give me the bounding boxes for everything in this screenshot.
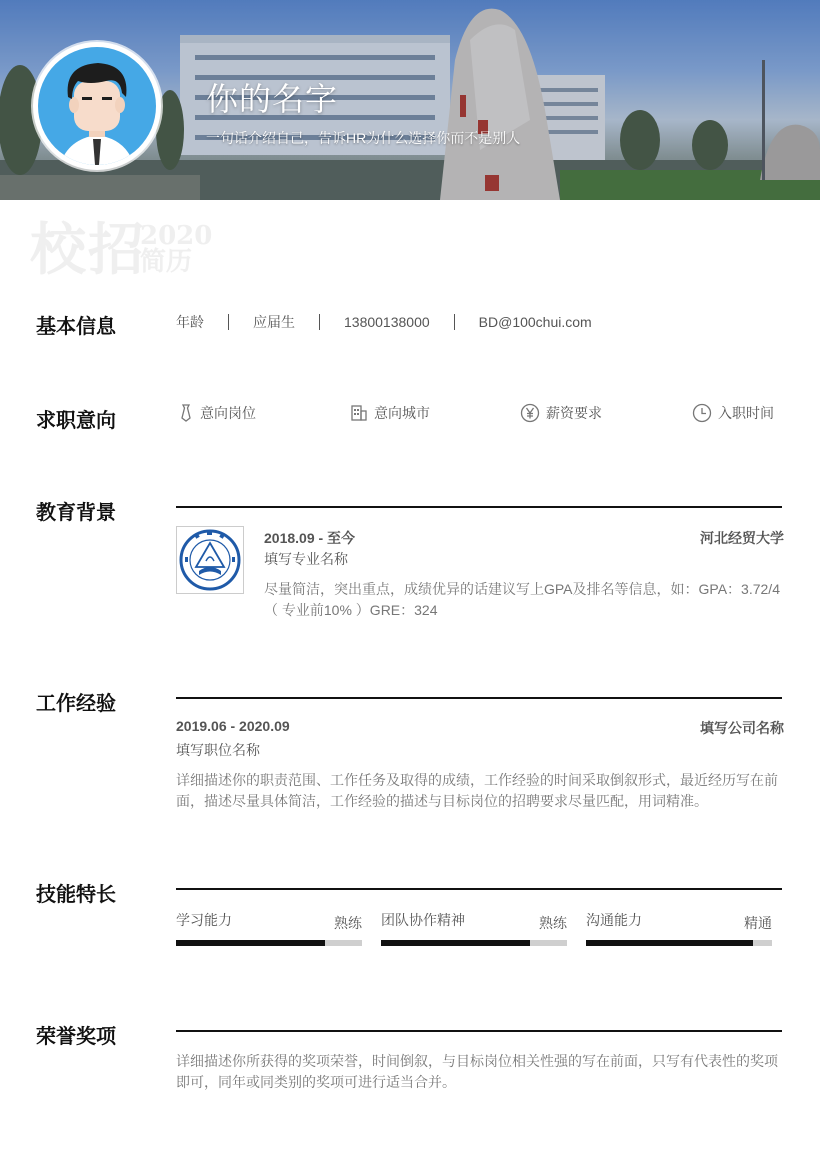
skill-bar-fill: [381, 940, 530, 946]
basic-status: 应届生: [253, 314, 295, 330]
skill-item: [586, 910, 772, 950]
section-rule: [176, 697, 782, 699]
avatar-illustration: [38, 47, 156, 165]
skill-item: [176, 910, 362, 950]
honors-description: 详细描述你所获得的奖项荣誉，时间倒叙，与目标岗位相关性强的写在前面，只写有代表性的奖项即可，同年或同类别的奖项可进行适当合并。: [176, 1053, 778, 1090]
divider: [228, 314, 229, 330]
section-title-skills: 技能特长: [36, 884, 116, 906]
education-school: 河北经贸大学: [700, 530, 784, 546]
skill-name: 学习能力: [176, 912, 232, 928]
skill-bar-track: [586, 940, 772, 946]
intent-position-label: 意向岗位: [200, 405, 256, 421]
intent-city: [350, 403, 430, 423]
basic-info-row: [176, 312, 592, 332]
skill-level: 熟练: [539, 915, 567, 931]
skill-bar-fill: [586, 940, 753, 946]
work-description: 详细描述你的职责范围、工作任务及取得的成绩，工作经验的时间采取倒叙形式，最近经历写在前面，描述尽量具体简洁，工作经验的描述与目标岗位的招聘要求尽量匹配，用词精准。: [176, 772, 778, 809]
watermark-sub: 简历: [140, 247, 193, 277]
section-title-basic: 基本信息: [36, 316, 116, 338]
candidate-tagline: 一句话介绍自己，告诉HR为什么选择你而不是别人: [206, 130, 521, 146]
skill-item: [381, 910, 567, 950]
skill-level: 精通: [744, 915, 772, 931]
basic-email: BD@100chui.com: [478, 314, 592, 330]
person-icon: [38, 47, 156, 165]
intent-salary-label: 薪资要求: [546, 405, 602, 421]
education-major: 填写专业名称: [264, 551, 348, 567]
candidate-name: 你的名字: [206, 81, 339, 117]
education-date: 2018.09 - 至今: [264, 530, 356, 546]
clock-icon: [692, 403, 712, 423]
divider: [454, 314, 455, 330]
skill-bar-track: [381, 940, 567, 946]
watermark-main: 校招: [30, 217, 146, 283]
skill-bar-fill: [176, 940, 325, 946]
yen-icon: [520, 403, 540, 423]
intent-start: [692, 403, 774, 423]
section-title-work: 工作经验: [36, 693, 116, 715]
building-icon: [350, 404, 368, 422]
section-title-education: 教育背景: [36, 502, 116, 524]
basic-phone: 13800138000: [344, 314, 430, 330]
work-position: 填写职位名称: [176, 742, 260, 758]
education-description: 尽量简洁，突出重点，成绩优异的话建议写上GPA及排名等信息，如：GPA：3.72/4（ 专业前10% ）GRE：324: [264, 581, 780, 618]
section-title-intent: 求职意向: [36, 410, 116, 432]
section-rule: [176, 506, 782, 508]
basic-age: 年龄: [176, 314, 204, 330]
skill-bar-track: [176, 940, 362, 946]
school-seal-icon: [177, 527, 243, 593]
section-title-honors: 荣誉奖项: [36, 1026, 116, 1048]
header-banner: [0, 0, 820, 200]
watermark-year: 2020: [140, 221, 213, 251]
skill-name: 团队协作精神: [381, 912, 465, 928]
skill-level: 熟练: [334, 915, 362, 931]
divider: [319, 314, 320, 330]
section-rule: [176, 1030, 782, 1032]
school-logo: [176, 526, 244, 594]
intent-salary: [520, 403, 602, 423]
section-rule: [176, 888, 782, 890]
intent-start-label: 入职时间: [718, 405, 774, 421]
avatar: [33, 42, 161, 170]
intent-position: [178, 403, 256, 423]
work-company: 填写公司名称: [700, 720, 784, 736]
intent-city-label: 意向城市: [374, 405, 430, 421]
work-date: 2019.06 - 2020.09: [176, 718, 290, 734]
tie-icon: [178, 404, 194, 422]
skill-name: 沟通能力: [586, 912, 642, 928]
